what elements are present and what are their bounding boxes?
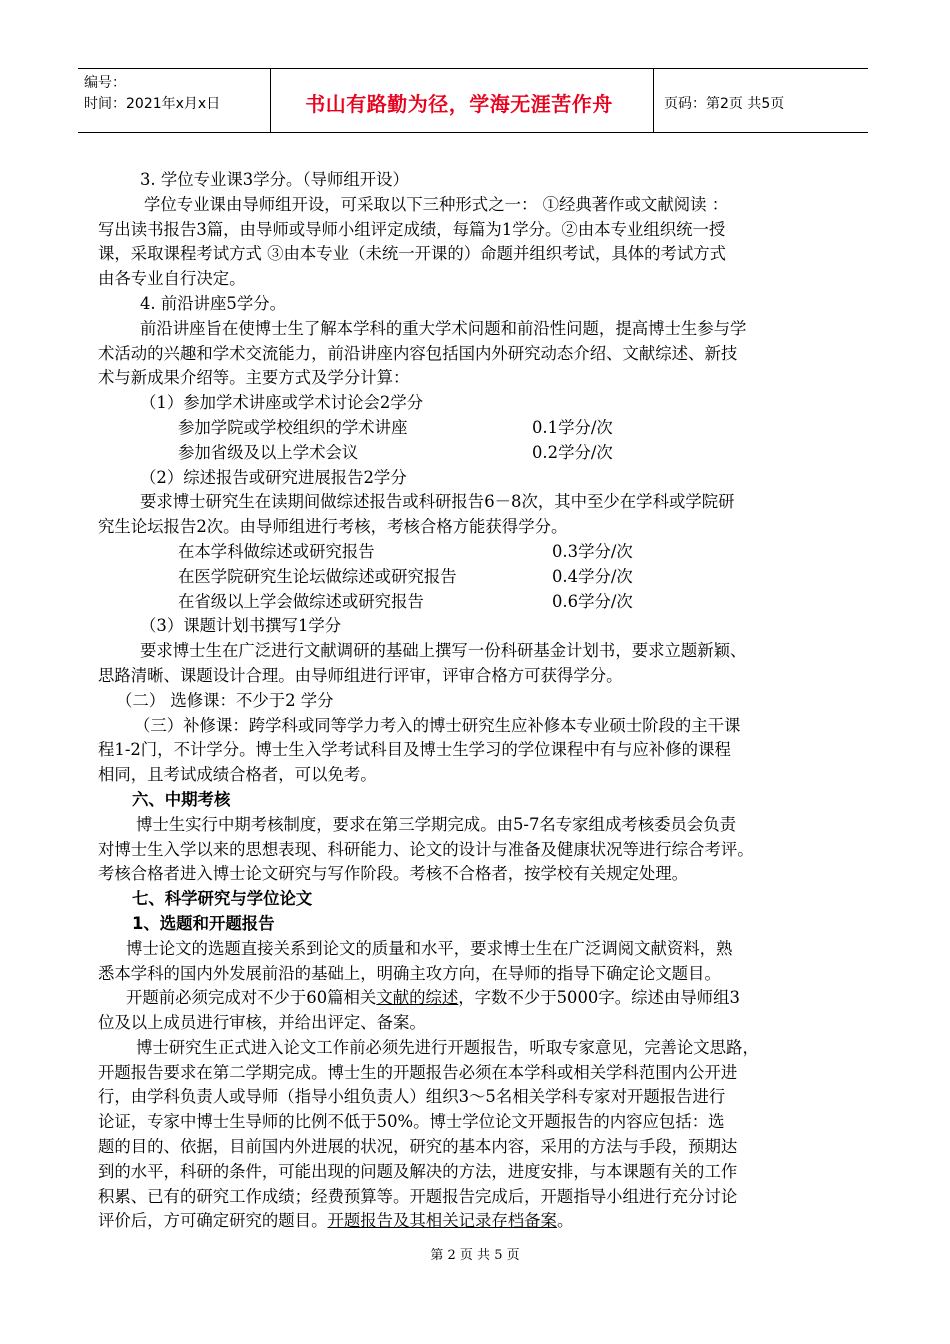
- paragraph: 悉本学科的国内外发展前沿的基础上，明确主攻方向，在导师的指导下确定论文题目。: [98, 963, 721, 983]
- list-item: 在省级以上学会做综述或研究报告 0.6学分/次: [178, 591, 633, 611]
- paragraph: 要求博士研究生在读期间做综述报告或科研报告6－8次，其中至少在学科或学院研: [140, 492, 735, 512]
- paragraph: 行，由学科负责人或导师（指导小组负责人）组织3～5名相关学科专家对开题报告进行: [98, 1087, 726, 1107]
- paragraph: 究生论坛报告2次。由导师组进行考核，考核合格方能获得学分。: [98, 517, 568, 537]
- list-item: 参加省级及以上学术会议 0.2学分/次: [178, 442, 613, 462]
- paragraph: 开题报告要求在第二学期完成。博士生的开题报告必须在本学科或相关学科范围内公开进: [98, 1062, 738, 1082]
- document-body: [98, 168, 850, 1234]
- paragraph: 思路清晰、课题设计合理。由导师组进行评审，评审合格方可获得学分。: [98, 665, 623, 685]
- paragraph: 评价后，方可确定研究的题目。开题报告及其相关记录存档备案。: [98, 1211, 574, 1231]
- underlined-text: 文献的综述: [376, 988, 459, 1008]
- paragraph: 题的目的、依据，目前国内外进展的状况，研究的基本内容，采用的方法与手段，预期达: [98, 1137, 738, 1157]
- page-footer: 第 2 页 共 5 页: [430, 1248, 520, 1263]
- paragraph: （1）参加学术讲座或学术讨论会2学分: [140, 393, 424, 413]
- header-page-info: 页码：第2页 共5页: [664, 96, 785, 112]
- section-heading: 七、科学研究与学位论文: [132, 889, 313, 909]
- paragraph: （二） 选修课：不少于2 学分: [116, 690, 334, 710]
- paragraph: 相同，且考试成绩合格者，可以免考。: [98, 765, 377, 785]
- paragraph: 要求博士生在广泛进行文献调研的基础上撰写一份科研基金计划书，要求立题新颖、: [140, 641, 747, 661]
- paragraph: 论证，专家中博士生导师的比例不低于50%。博士学位论文开题报告的内容应包括：选: [98, 1112, 725, 1132]
- document-number: 编号：: [84, 75, 126, 91]
- list-item: 参加学院或学校组织的学术讲座 0.1学分/次: [178, 417, 613, 437]
- header-divider: [653, 69, 654, 132]
- paragraph: 博士论文的选题直接关系到论文的质量和水平，要求博士生在广泛调阅文献资料，熟: [126, 938, 733, 958]
- paragraph: 位及以上成员进行审核，并给出评定、备案。: [98, 1013, 426, 1033]
- paragraph: 开题前必须完成对不少于60篇相关文献的综述，字数不少于5000字。综述由导师组3: [126, 988, 740, 1008]
- paragraph: 术与新成果介绍等。主要方式及学分计算：: [98, 368, 410, 388]
- header-motto: 书山有路勤为径，学海无涯苦作舟: [305, 92, 613, 116]
- section-heading: 六、中期考核: [132, 789, 231, 809]
- paragraph: （三）补修课：跨学科或同等学力考入的博士研究生应补修本专业硕士阶段的主干课: [134, 715, 741, 735]
- paragraph: 术活动的兴趣和学术交流能力，前沿讲座内容包括国内外研究动态介绍、文献综述、新技: [98, 343, 738, 363]
- paragraph: 前沿讲座旨在使博士生了解本学科的重大学术问题和前沿性问题，提高博士生参与学: [140, 318, 747, 338]
- paragraph: 到的水平，科研的条件，可能出现的问题及解决的方法，进度安排，与本课题有关的工作: [98, 1161, 738, 1181]
- paragraph: 课，采取课程考试方式 ③由本专业（未统一开课的）命题并组织考试，具体的考试方式: [98, 244, 727, 264]
- paragraph: 博士生实行中期考核制度，要求在第三学期完成。由5-7名专家组成考核委员会负责: [136, 814, 737, 834]
- document-date: 时间：2021年x月x日: [84, 96, 221, 112]
- paragraph: （2）综述报告或研究进展报告2学分: [140, 467, 407, 487]
- page-header: [78, 68, 868, 133]
- paragraph: 程1-2门，不计学分。博士生入学考试科目及博士生学习的学位课程中有与应补修的课程: [98, 740, 731, 760]
- paragraph: 考核合格者进入博士论文研究与写作阶段。考核不合格者，按学校有关规定处理。: [98, 864, 689, 884]
- list-item: 在本学科做综述或研究报告 0.3学分/次: [178, 541, 633, 561]
- paragraph: 博士研究生正式进入论文工作前必须先进行开题报告，听取专家意见，完善论文思路，: [136, 1037, 759, 1057]
- paragraph: 写出读书报告3篇，由导师或导师小组评定成绩，每篇为1学分。②由本专业组织统一授: [98, 219, 726, 239]
- paragraph: 3. 学位专业课3学分。（导师组开设）: [140, 170, 409, 189]
- paragraph: 4. 前沿讲座5学分。: [140, 293, 287, 313]
- paragraph: 对博士生入学以来的思想表现、科研能力、论文的设计与准备及健康状况等进行综合考评。: [98, 839, 754, 859]
- list-item: 在医学院研究生论坛做综述或研究报告 0.4学分/次: [178, 566, 633, 586]
- paragraph: 积累、已有的研究工作成绩；经费预算等。开题报告完成后，开题指导小组进行充分讨论: [98, 1186, 738, 1206]
- header-meta: [84, 73, 220, 115]
- underlined-text: 开题报告及其相关记录存档备案: [327, 1211, 557, 1231]
- subsection-heading: 1、选题和开题报告: [132, 913, 275, 933]
- paragraph: 学位专业课由导师组开设，可采取以下三种形式之一： ①经典著作或文献阅读 ：: [144, 194, 729, 214]
- paragraph: 由各专业自行决定。: [98, 269, 246, 289]
- paragraph: （3）课题计划书撰写1学分: [140, 616, 342, 636]
